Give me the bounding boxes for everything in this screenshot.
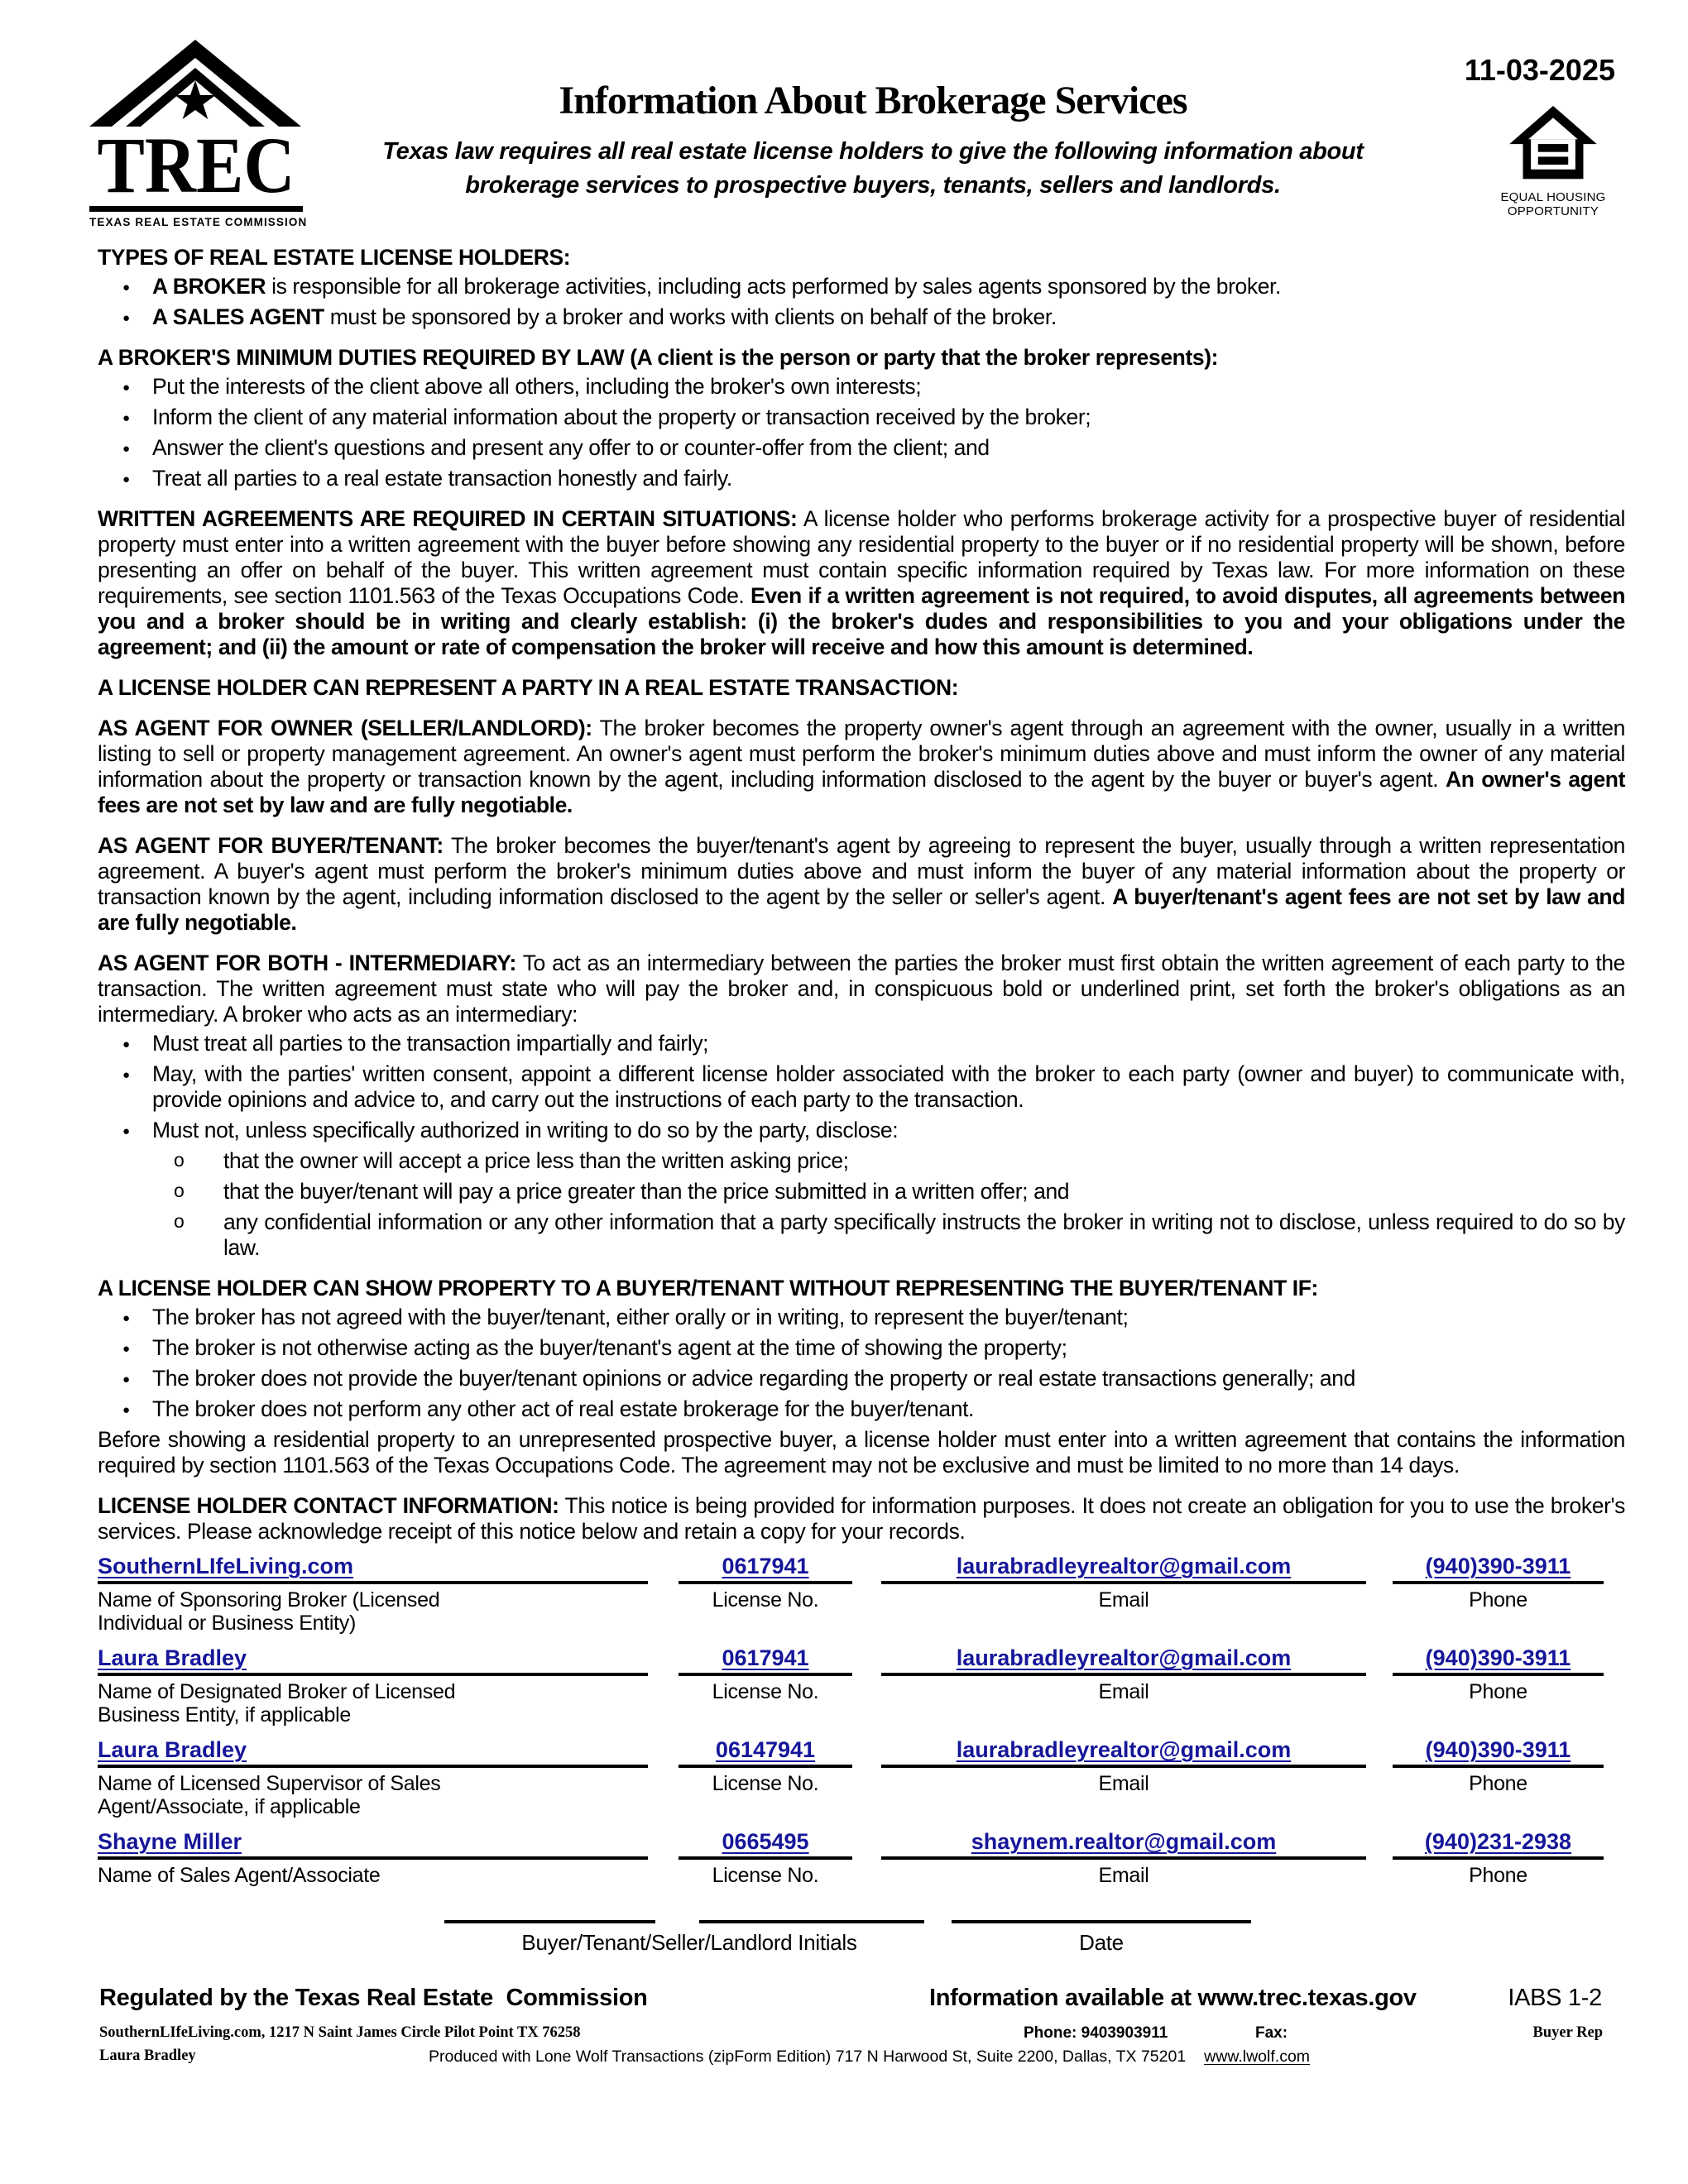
license-label: License No. bbox=[712, 1772, 819, 1795]
intermediary-sub-list bbox=[152, 1148, 1625, 1261]
email-label: Email bbox=[1098, 1588, 1149, 1612]
license-no-value: 0617941 bbox=[679, 1553, 852, 1584]
license-holder-contact-table bbox=[98, 1553, 1625, 1887]
phone-value[interactable]: (940)390-3911 bbox=[1393, 1553, 1604, 1584]
bullet-item: ● The broker is not otherwise acting as the buyer/tenant's agent at the time of showing the property; bbox=[98, 1335, 1625, 1361]
phone-value[interactable]: (940)231-2938 bbox=[1393, 1828, 1604, 1860]
sub-bullet-item: o any confidential information or any other information that a party specifically instructs the broker in writing not to disclose, unless required to do so by law. bbox=[152, 1209, 1625, 1261]
document-date: 11-03-2025 bbox=[1464, 53, 1615, 87]
form-id: IABS 1-2 bbox=[1508, 1985, 1602, 2011]
bullet-item: ● The broker has not agreed with the buyer/tenant, either orally or in writing, to represent the buyer/tenant; bbox=[98, 1305, 1625, 1330]
paragraph-before-showing: Before showing a residential property to an unrepresented prospective buyer, a license holder must enter into a written agreement that contains the information required by section 1101.563 of the Texas Occupations Code. The agreement may not be exclusive and must be limited to no more than 14 days. bbox=[98, 1427, 1625, 1478]
section-heading-minimum-duties: A BROKER'S MINIMUM DUTIES REQUIRED BY LAW (A client is the person or party that the broker represents): bbox=[98, 345, 1219, 370]
paragraph-intermediary: AS AGENT FOR BOTH - INTERMEDIARY: To act as an intermediary between the parties the broker must first obtain the written agreement of each party to the transaction. The written agreement must state who will pay the broker and, in conspicuous bold or underlined print, set forth the broker's obligations as an intermediary. A broker who acts as an intermediary: bbox=[98, 951, 1625, 1027]
office-phone-text: Phone: 9403903911 bbox=[1024, 2024, 1168, 2042]
bullet-item: ● Must not, unless specifically authorized in writing to do so by the party, disclose: o that the owner will accept a price less than the written asking price; o that the buyer/tenant will pay a price greater than the price submitted in a written offer; and o any confidential information or any other information that a party specifically instructs the broker in writing not to disclose, unless required to do so by law. bbox=[98, 1118, 1625, 1261]
phone-label: Phone bbox=[1469, 1772, 1527, 1795]
name-label: Name of Licensed Supervisor of Sales Agent/Associate, if applicable bbox=[98, 1772, 441, 1818]
phone-label: Phone bbox=[1469, 1680, 1527, 1703]
license-label: License No. bbox=[712, 1680, 819, 1703]
bullet-item: ● Must treat all parties to the transaction impartially and fairly; bbox=[98, 1031, 1625, 1056]
page-title: Information About Brokerage Services bbox=[559, 79, 1187, 122]
contact-row-sales-agent bbox=[98, 1828, 1625, 1887]
section-heading-show-property: A LICENSE HOLDER CAN SHOW PROPERTY TO A BUYER/TENANT WITHOUT REPRESENTING THE BUYER/TENANT IF: bbox=[98, 1276, 1318, 1300]
bullet-item: ● The broker does not perform any other act of real estate brokerage for the buyer/tenant. bbox=[98, 1396, 1625, 1422]
bullet-item: ● Put the interests of the client above all others, including the broker's own interests; bbox=[98, 374, 1625, 400]
license-no-value: 06147941 bbox=[679, 1736, 852, 1768]
sub-bullet-item: o that the buyer/tenant will pay a price greater than the price submitted in a written offer; and bbox=[152, 1179, 1625, 1205]
email-label: Email bbox=[1098, 1772, 1149, 1795]
equal-housing-icon bbox=[1507, 106, 1599, 185]
email-value[interactable]: laurabradleyrealtor@gmail.com bbox=[881, 1645, 1366, 1676]
email-value[interactable]: laurabradleyrealtor@gmail.com bbox=[881, 1553, 1366, 1584]
contact-row-licensed-supervisor bbox=[98, 1736, 1625, 1818]
trec-logo bbox=[89, 40, 308, 228]
agent-name-text: Laura Bradley bbox=[99, 2048, 196, 2064]
phone-value[interactable]: (940)390-3911 bbox=[1393, 1645, 1604, 1676]
footer-line-2 bbox=[98, 2048, 1625, 2068]
bullet-item: ● Answer the client's questions and present any offer to or counter-offer from the client; and bbox=[98, 435, 1625, 461]
email-label: Email bbox=[1098, 1680, 1149, 1703]
initials-line-1[interactable] bbox=[444, 1920, 655, 1923]
section-heading-types: TYPES OF REAL ESTATE LICENSE HOLDERS: bbox=[98, 245, 571, 270]
equal-housing-label-1: EQUAL HOUSING bbox=[1500, 190, 1606, 204]
subtitle-line-1: Texas law requires all real estate license holders to give the following information about bbox=[382, 138, 1364, 165]
subtitle-line-2: brokerage services to prospective buyers, tenants, sellers and landlords. bbox=[465, 172, 1281, 199]
bullet-item: ● May, with the parties' written consent, appoint a different license holder associated with the broker to each party (owner and buyer) to communicate with, provide opinions and advice to, and carry out the instructions of each party to the transaction. bbox=[98, 1061, 1625, 1113]
form-header bbox=[0, 0, 1688, 245]
equal-housing-logo bbox=[1489, 106, 1617, 218]
buyer-rep-text: Buyer Rep bbox=[1532, 2024, 1603, 2041]
produced-by-text: Produced with Lone Wolf Transactions (zipForm Edition) 717 N Harwood St, Suite 2200, Dallas, TX 75201 www.lwolf.com bbox=[429, 2048, 1311, 2066]
initials-line-2[interactable] bbox=[699, 1920, 924, 1923]
name-label: Name of Sponsoring Broker (Licensed Individual or Business Entity) bbox=[98, 1588, 440, 1635]
bullet-item: ● A BROKER is responsible for all brokerage activities, including acts performed by sales agents sponsored by the broker. bbox=[98, 274, 1625, 299]
bullet-item: ● The broker does not provide the buyer/tenant opinions or advice regarding the property or real estate transactions generally; and bbox=[98, 1366, 1625, 1391]
bullet-item: ● Treat all parties to a real estate transaction honestly and fairly. bbox=[98, 466, 1625, 491]
trec-acronym: TREC bbox=[97, 120, 295, 210]
duties-bullet-list bbox=[98, 374, 1625, 491]
types-bullet-list bbox=[98, 274, 1625, 330]
broker-name-value[interactable]: SouthernLIfeLiving.com bbox=[98, 1553, 648, 1584]
license-label: License No. bbox=[712, 1588, 819, 1612]
name-label: Name of Designated Broker of Licensed Business Entity, if applicable bbox=[98, 1680, 456, 1727]
lwolf-link[interactable]: www.lwolf.com bbox=[1204, 2048, 1311, 2066]
initials-label: Buyer/Tenant/Seller/Landlord Initials bbox=[521, 1930, 857, 1955]
email-label: Email bbox=[1098, 1864, 1149, 1887]
bullet-item: ● A SALES AGENT must be sponsored by a broker and works with clients on behalf of the broker. bbox=[98, 304, 1625, 330]
page-subtitle bbox=[306, 135, 1440, 203]
trec-commission-name: TEXAS REAL ESTATE COMMISSION bbox=[89, 216, 308, 228]
form-body bbox=[0, 245, 1688, 2068]
contact-row-designated-broker bbox=[98, 1645, 1625, 1727]
license-label: License No. bbox=[712, 1864, 819, 1887]
agent-name-value[interactable]: Shayne Miller bbox=[98, 1828, 648, 1860]
broker-name-value[interactable]: Laura Bradley bbox=[98, 1645, 648, 1676]
footer-line-1 bbox=[98, 2024, 1625, 2045]
info-available-text: Information available at www.trec.texas.gov bbox=[929, 1985, 1417, 2011]
license-no-value: 0665495 bbox=[679, 1828, 852, 1860]
phone-label: Phone bbox=[1469, 1588, 1527, 1612]
phone-label: Phone bbox=[1469, 1864, 1527, 1887]
broker-name-value[interactable]: Laura Bradley bbox=[98, 1736, 648, 1768]
paragraph-agent-for-owner: AS AGENT FOR OWNER (SELLER/LANDLORD): The broker becomes the property owner's agent through an agreement with the owner, usually in a written listing to sell or property management agreement. An owner's agent must perform the broker's minimum duties above and must inform the owner of any material information about the property or transaction known by the agent, including information disclosed to the agent by the buyer or buyer's agent. An owner's agent fees are not set by law and are fully negotiable. bbox=[98, 716, 1626, 817]
sub-bullet-item: o that the owner will accept a price less than the written asking price; bbox=[152, 1148, 1625, 1174]
regulated-row bbox=[98, 1985, 1625, 2016]
phone-value[interactable]: (940)390-3911 bbox=[1393, 1736, 1604, 1768]
intermediary-bullet-list bbox=[98, 1031, 1625, 1261]
regulated-by-text: Regulated by the Texas Real Estate Commission bbox=[99, 1985, 648, 2011]
show-bullet-list bbox=[98, 1305, 1625, 1422]
email-value[interactable]: shaynem.realtor@gmail.com bbox=[881, 1828, 1366, 1860]
contact-row-sponsoring-broker bbox=[98, 1553, 1625, 1635]
office-address-text: SouthernLIfeLiving.com, 1217 N Saint James Circle Pilot Point TX 76258 bbox=[99, 2024, 581, 2041]
date-label: Date bbox=[1079, 1930, 1124, 1955]
license-no-value: 0617941 bbox=[679, 1645, 852, 1676]
signature-area bbox=[98, 1920, 1625, 1981]
equal-housing-label-2: OPPORTUNITY bbox=[1507, 204, 1599, 218]
paragraph-contact-information: LICENSE HOLDER CONTACT INFORMATION: This notice is being provided for information purposes. It does not create an obligation for you to use the broker's services. Please acknowledge receipt of this notice below and retain a copy for your records. bbox=[98, 1493, 1626, 1544]
bullet-item: ● Inform the client of any material information about the property or transaction received by the broker; bbox=[98, 405, 1625, 430]
section-heading-represent: A LICENSE HOLDER CAN REPRESENT A PARTY IN A REAL ESTATE TRANSACTION: bbox=[98, 675, 959, 700]
paragraph-agent-for-buyer: AS AGENT FOR BUYER/TENANT: The broker becomes the buyer/tenant's agent by agreeing to represent the buyer, usually through a written representation agreement. A buyer's agent must perform the broker's minimum duties above and must inform the buyer of any material information about the property or transaction known by the agent, including information disclosed to the agent by the seller or seller's agent. A buyer/tenant's agent fees are not set by law and are fully negotiable. bbox=[98, 833, 1625, 935]
title-block bbox=[306, 78, 1440, 203]
email-value[interactable]: laurabradleyrealtor@gmail.com bbox=[881, 1736, 1366, 1768]
name-label: Name of Sales Agent/Associate bbox=[98, 1864, 381, 1887]
paragraph-written-agreements: WRITTEN AGREEMENTS ARE REQUIRED IN CERTAIN SITUATIONS: A license holder who performs brokerage activity for a prospective buyer of residential property must enter into a written agreement with the buyer before showing any residential property to the buyer or if no residential property will be shown, before presenting an offer on behalf of the buyer. This written agreement must contain specific information required by Texas law. For more information on these requirements, see section 1101.563 of the Texas Occupations Code. Even if a written agreement is not required, to avoid disputes, all agreements between you and a broker should be in writing and clearly establish: (i) the broker's dudes and responsibilities to you and your obligations under the agreement; and (ii) the amount or rate of compensation the broker will receive and how this amount is determined. bbox=[98, 506, 1625, 659]
trec-roof-star-icon bbox=[89, 40, 301, 127]
date-line[interactable] bbox=[952, 1920, 1251, 1923]
office-fax-text: Fax: bbox=[1255, 2024, 1288, 2042]
